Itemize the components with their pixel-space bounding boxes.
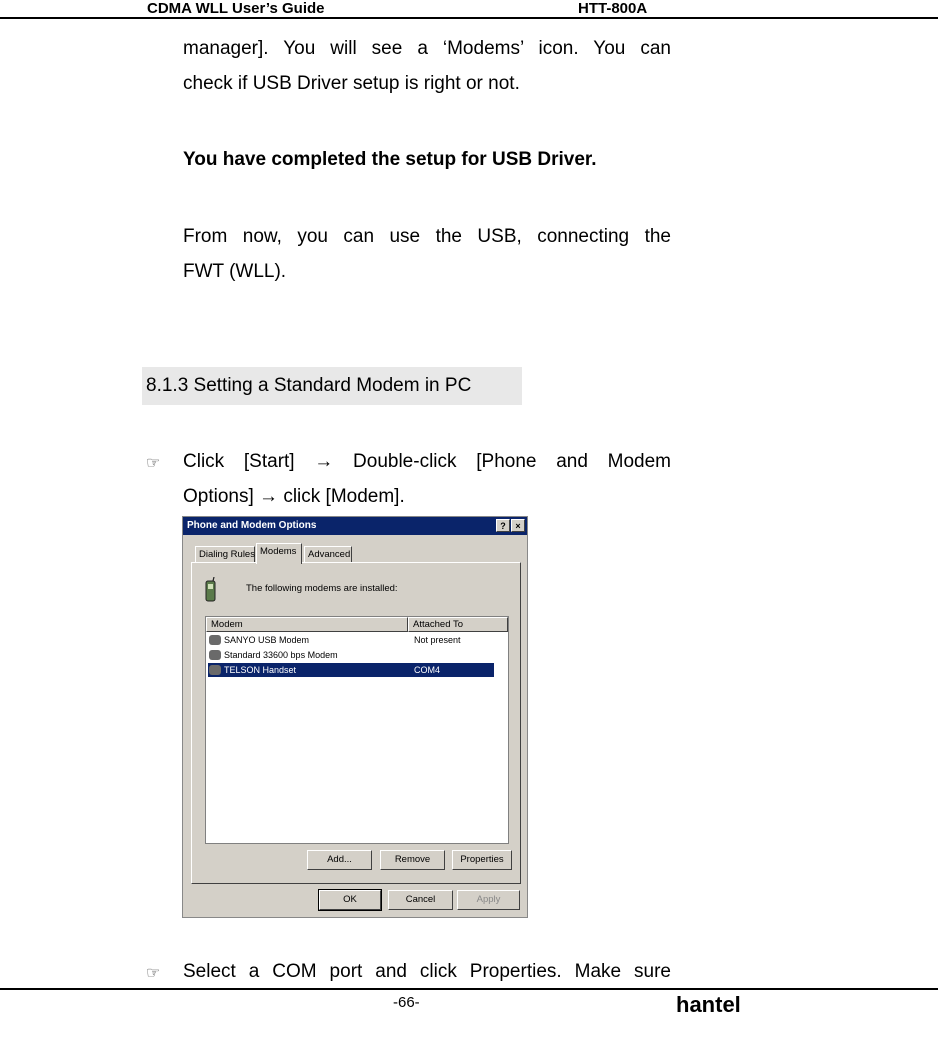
- installed-intro-text: The following modems are installed:: [246, 583, 398, 594]
- remove-button[interactable]: Remove: [380, 850, 445, 870]
- header-title: CDMA WLL User’s Guide: [147, 0, 325, 17]
- modem-name: Standard 33600 bps Modem: [224, 650, 338, 660]
- ok-button[interactable]: OK: [319, 890, 381, 910]
- paragraph-3-line-1: From now, you can use the USB, connecting the: [183, 226, 671, 247]
- cancel-button[interactable]: Cancel: [388, 890, 453, 910]
- paragraph-1: [183, 31, 671, 101]
- modem-row-selected[interactable]: [208, 663, 494, 677]
- dialog-title-bar: [183, 517, 527, 535]
- bullet-1-line-1: Click [Start] → Double-click [Phone and Modem: [183, 451, 671, 472]
- modem-row[interactable]: [208, 633, 494, 647]
- modem-icon: [209, 665, 221, 675]
- bullet-1-line-2: Options] → click [Modem].: [183, 486, 405, 507]
- bullet-2-line-1: Select a COM port and click Properties. Make sure: [183, 961, 671, 982]
- phone-icon: [204, 577, 218, 603]
- bullet-2: [183, 954, 671, 989]
- modem-name: TELSON Handset: [224, 665, 297, 675]
- tab-modems[interactable]: Modems: [256, 543, 302, 564]
- column-header-attached-to[interactable]: Attached To: [408, 617, 508, 632]
- modem-row[interactable]: [208, 648, 494, 662]
- tab-advanced[interactable]: Advanced: [304, 546, 352, 563]
- modem-port: COM4: [414, 665, 441, 675]
- modem-name: SANYO USB Modem: [224, 635, 310, 645]
- help-button[interactable]: ?: [496, 519, 510, 532]
- close-button[interactable]: ×: [511, 519, 525, 532]
- dialog-title: Phone and Modem Options: [187, 520, 317, 531]
- modem-port: Not present: [414, 635, 461, 645]
- pointing-hand-icon: ☞: [146, 455, 161, 472]
- section-heading: 8.1.3 Setting a Standard Modem in PC: [142, 367, 522, 405]
- add-button[interactable]: Add...: [307, 850, 372, 870]
- phone-modem-options-dialog: [182, 516, 528, 918]
- header-model: HTT-800A: [578, 0, 648, 17]
- logo-text: hantel: [676, 992, 741, 1017]
- column-header-modem[interactable]: Modem: [206, 617, 408, 632]
- page-number: -66-: [393, 994, 420, 1011]
- footer-rule: [0, 988, 938, 990]
- paragraph-1-line-2: check if USB Driver setup is right or not.: [183, 73, 520, 94]
- properties-button[interactable]: Properties: [452, 850, 512, 870]
- bullet-1: [183, 444, 671, 514]
- hantel-logo: [676, 992, 741, 1018]
- paragraph-2: You have completed the setup for USB Driver.: [183, 149, 597, 170]
- header-rule: [0, 17, 938, 19]
- modems-panel: [191, 562, 521, 884]
- apply-button[interactable]: Apply: [457, 890, 520, 910]
- modem-icon: [209, 650, 221, 660]
- paragraph-3: [183, 219, 671, 289]
- tab-dialing-rules[interactable]: Dialing Rules: [195, 546, 255, 563]
- modem-icon: [209, 635, 221, 645]
- modem-list[interactable]: [205, 616, 509, 844]
- paragraph-3-line-2: FWT (WLL).: [183, 261, 287, 282]
- page-header: [0, 0, 938, 18]
- paragraph-1-line-1: manager]. You will see a ‘Modems’ icon. You can: [183, 38, 671, 59]
- pointing-hand-icon: ☞: [146, 965, 161, 982]
